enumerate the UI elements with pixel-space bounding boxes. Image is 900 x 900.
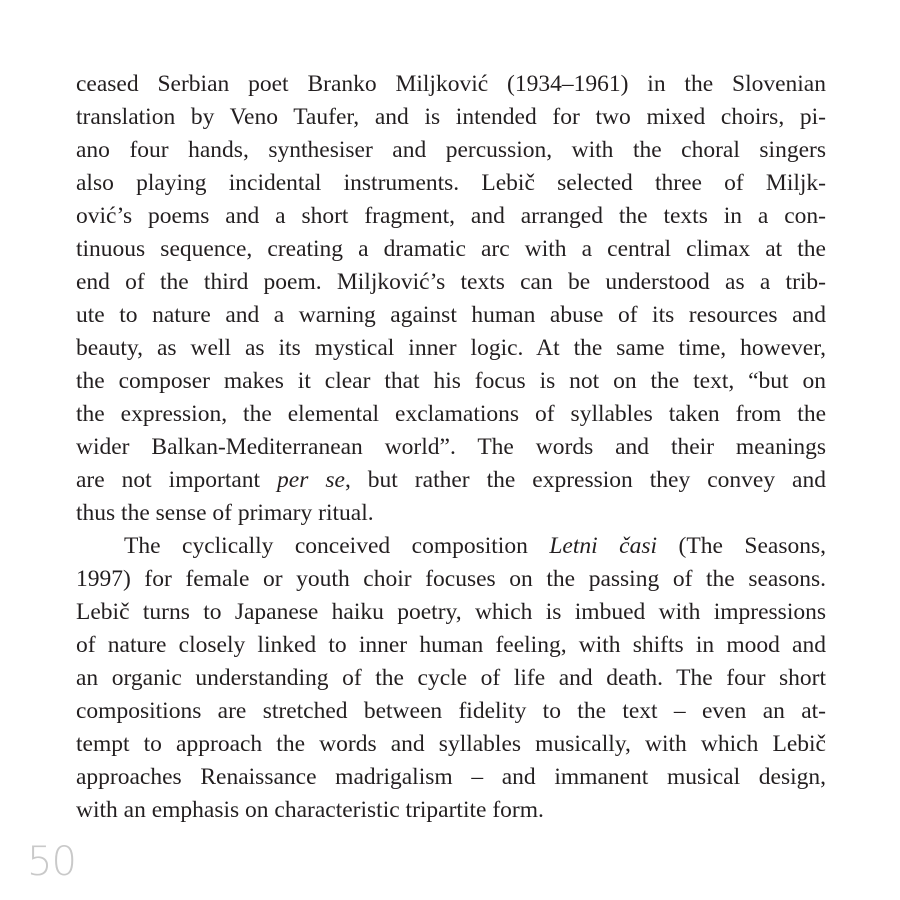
text-line — [76, 728, 826, 761]
text-line — [76, 431, 826, 464]
text-segment: beauty, as well as its mystical inner logic. At the same time, however, — [76, 335, 826, 361]
text-line — [76, 662, 826, 695]
text-line — [76, 101, 826, 134]
text-segment: The cyclically conceived composition — [124, 533, 550, 559]
text-segment: also playing incidental instruments. Lebič selected three of Miljk- — [76, 170, 826, 196]
text-segment: , but rather the expression they convey and — [344, 467, 826, 493]
text-segment: ović’s poems and a short fragment, and arranged the texts in a con- — [76, 203, 826, 229]
text-segment: ano four hands, synthesiser and percussion, with the choral singers — [76, 137, 826, 163]
italic-text: Letni časi — [549, 533, 658, 559]
text-line — [76, 365, 826, 398]
text-line — [76, 332, 826, 365]
text-segment: Lebič turns to Japanese haiku poetry, which is imbued with impressions — [76, 599, 826, 625]
body-text — [76, 68, 826, 827]
text-segment: translation by Veno Taufer, and is intended for two mixed choirs, pi- — [76, 104, 826, 130]
text-line — [76, 629, 826, 662]
italic-text: per se — [277, 467, 345, 493]
text-line — [76, 695, 826, 728]
text-line — [76, 233, 826, 266]
text-segment: approaches Renaissance madrigalism – and immanent musical design, — [76, 764, 826, 790]
text-line — [76, 266, 826, 299]
text-line — [76, 464, 826, 497]
text-line — [76, 167, 826, 200]
text-line — [76, 200, 826, 233]
text-segment: compositions are stretched between fidelity to the text – even an at- — [76, 698, 826, 724]
text-segment: an organic understanding of the cycle of life and death. The four short — [76, 665, 826, 691]
text-segment: tinuous sequence, creating a dramatic arc with a central climax at the — [76, 236, 826, 262]
text-segment: the composer makes it clear that his focus is not on the text, “but on — [76, 368, 826, 394]
page-number: 50 — [27, 839, 76, 885]
text-segment: with an emphasis on characteristic tripartite form. — [76, 797, 544, 823]
text-line — [76, 761, 826, 794]
text-line — [76, 530, 826, 563]
text-segment: end of the third poem. Miljković’s texts can be understood as a trib- — [76, 269, 826, 295]
text-segment: of nature closely linked to inner human feeling, with shifts in mood and — [76, 632, 826, 658]
text-line — [76, 398, 826, 431]
text-line — [76, 497, 826, 530]
text-line — [76, 596, 826, 629]
text-segment: ceased Serbian poet Branko Miljković (1934–1961) in the Slovenian — [76, 71, 826, 97]
text-line — [76, 134, 826, 167]
text-segment: wider Balkan-Mediterranean world”. The words and their meanings — [76, 434, 826, 460]
text-segment: ute to nature and a warning against human abuse of its resources and — [76, 302, 826, 328]
text-segment: (The Seasons, — [657, 533, 826, 559]
text-line — [76, 563, 826, 596]
text-line — [76, 68, 826, 101]
text-segment: the expression, the elemental exclamations of syllables taken from the — [76, 401, 826, 427]
text-segment: tempt to approach the words and syllables musically, with which Lebič — [76, 731, 826, 757]
text-segment: thus the sense of primary ritual. — [76, 500, 374, 526]
text-segment: are not important — [76, 467, 278, 493]
text-segment: 1997) for female or youth choir focuses on the passing of the seasons. — [76, 566, 826, 592]
text-line — [76, 299, 826, 332]
text-line — [76, 794, 826, 827]
